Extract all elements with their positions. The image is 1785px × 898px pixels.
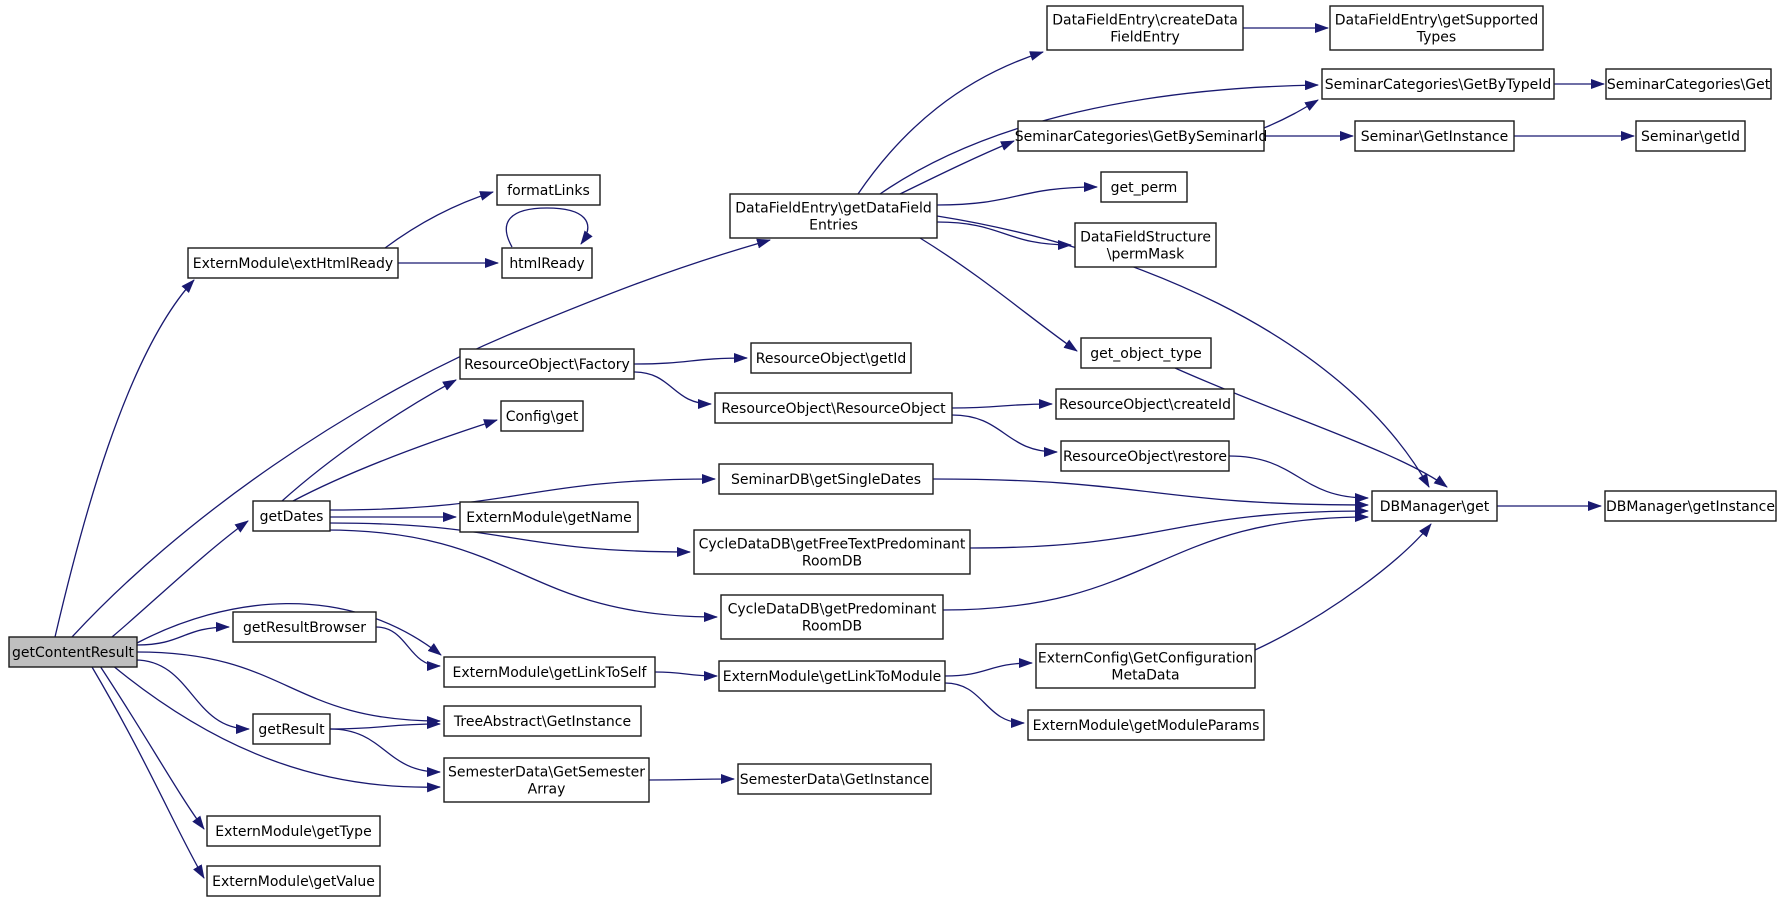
node-label-restore: ResourceObject\restore — [1063, 449, 1227, 465]
node-configGet[interactable] — [501, 401, 583, 431]
edge-getDates-to-factory — [282, 380, 456, 501]
node-extHtmlReady[interactable] — [188, 248, 398, 278]
node-label-seminarGetId: Seminar\getId — [1641, 129, 1740, 145]
node-getSupportedTypes[interactable] — [1330, 6, 1543, 50]
node-label-configGet: Config\get — [505, 409, 579, 425]
node-label-getType: ExternModule\getType — [215, 824, 372, 840]
edge-getPredominantRoomDB-to-dbGet — [943, 517, 1368, 610]
edge-getFreeTextPredominantRoomDB-to-dbGet — [970, 511, 1368, 548]
edge-getContentResult-to-getDates — [112, 521, 248, 637]
edge-getDataFieldEntries-to-createDataFieldEntry — [858, 52, 1043, 194]
edge-getDataFieldEntries-to-permMask — [937, 222, 1071, 245]
edge-factory-to-resourceObject — [634, 372, 711, 404]
edge-resourceObject-to-createId — [952, 404, 1052, 408]
node-createId[interactable] — [1056, 389, 1234, 419]
node-htmlReady[interactable] — [502, 248, 592, 278]
edge-factory-to-resourceGetId — [634, 358, 747, 364]
node-label-seminarGetInstance: Seminar\GetInstance — [1360, 129, 1509, 145]
node-label-getModuleParams: ExternModule\getModuleParams — [1032, 718, 1260, 734]
edge-getContentResult-to-treeGetInstance — [137, 652, 440, 721]
edge-getDataFieldEntries-to-get_perm — [937, 187, 1097, 205]
edge-htmlReady-to-htmlReady — [506, 208, 587, 247]
node-label-createDataFieldEntry-line2: FieldEntry — [1110, 29, 1180, 46]
edge-getContentResult-to-getValue — [92, 667, 204, 878]
edge-getLinkToModule-to-getModuleParams — [945, 683, 1024, 723]
edge-getLinkToSelf-to-getLinkToModule — [655, 672, 717, 676]
node-label-getFreeTextPredominantRoomDB-line2: RoomDB — [801, 553, 863, 570]
node-label-permMask-line2: \permMask — [1106, 246, 1185, 263]
node-factory[interactable] — [460, 349, 634, 379]
node-label-getResult: getResult — [258, 722, 325, 738]
edge-getContentResult-to-getResult — [135, 660, 249, 729]
node-getFreeTextPredominantRoomDB[interactable] — [694, 530, 970, 574]
node-label-treeGetInstance: TreeAbstract\GetInstance — [453, 714, 632, 730]
node-formatLinks[interactable] — [497, 175, 600, 205]
node-getContentResult — [9, 637, 137, 667]
node-getValue[interactable] — [207, 866, 380, 896]
node-label-getSupportedTypes-line1: DataFieldEntry\getSupported — [1334, 12, 1539, 29]
node-getResult[interactable] — [253, 714, 330, 744]
node-label-getLinkToModule: ExternModule\getLinkToModule — [722, 669, 942, 685]
node-get_object_type[interactable] — [1081, 338, 1211, 368]
node-label-createDataFieldEntry-line1: DataFieldEntry\createData — [1052, 12, 1238, 29]
edge-getResult-to-treeGetInstance — [330, 724, 440, 729]
node-getResultBrowser[interactable] — [233, 612, 376, 642]
node-label-resourceGetId: ResourceObject\getId — [755, 351, 907, 367]
node-label-getDates: getDates — [259, 509, 324, 525]
node-getBySeminarId[interactable] — [1015, 121, 1268, 151]
node-createDataFieldEntry[interactable] — [1047, 6, 1243, 50]
node-label-seminarCategoriesGet: SeminarCategories\Get — [1606, 77, 1771, 93]
node-label-factory: ResourceObject\Factory — [464, 357, 630, 373]
node-get_perm[interactable] — [1101, 172, 1187, 202]
edge-extHtmlReady-to-formatLinks — [385, 192, 493, 248]
node-label-formatLinks: formatLinks — [507, 183, 590, 199]
node-label-getBySeminarId: SeminarCategories\GetBySeminarId — [1014, 129, 1268, 145]
node-label-getDataFieldEntries-line1: DataFieldEntry\getDataField — [735, 200, 932, 217]
node-label-getContentResult: getContentResult — [12, 645, 134, 661]
node-getName[interactable] — [460, 502, 638, 532]
edge-resourceObject-to-restore — [952, 415, 1057, 452]
node-label-getSupportedTypes-line2: Types — [1416, 29, 1457, 46]
node-getLinkToSelf[interactable] — [444, 657, 655, 687]
node-label-getSemesterArray-line1: SemesterData\GetSemester — [448, 764, 645, 781]
node-label-getResultBrowser: getResultBrowser — [243, 620, 366, 636]
edge-getSemesterArray-to-semesterGetInstance — [649, 779, 734, 780]
node-label-get_object_type: get_object_type — [1090, 346, 1202, 362]
edge-restore-to-dbGet — [1229, 456, 1368, 498]
node-getSingleDates[interactable] — [719, 464, 933, 494]
node-seminarGetId[interactable] — [1636, 121, 1745, 151]
edge-getDates-to-getPredominantRoomDB — [325, 530, 717, 617]
node-seminarGetInstance[interactable] — [1355, 121, 1514, 151]
node-label-getDataFieldEntries-line2: Entries — [809, 217, 858, 234]
node-label-getSingleDates: SeminarDB\getSingleDates — [730, 472, 922, 488]
node-getSemesterArray[interactable] — [444, 758, 649, 802]
edge-getResult-to-getSemesterArray — [330, 729, 440, 772]
node-getByTypeId[interactable] — [1322, 69, 1554, 99]
node-resourceObject[interactable] — [715, 393, 952, 423]
node-getDataFieldEntries[interactable] — [730, 194, 937, 238]
edge-getSingleDates-to-dbGet — [933, 479, 1368, 505]
node-seminarCategoriesGet[interactable] — [1606, 69, 1771, 99]
edge-getConfigurationMetaData-to-dbGet — [1255, 524, 1431, 650]
node-treeGetInstance[interactable] — [444, 706, 641, 736]
node-getConfigurationMetaData[interactable] — [1036, 644, 1255, 688]
node-label-getSemesterArray-line2: Array — [527, 781, 566, 798]
node-label-getLinkToSelf: ExternModule\getLinkToSelf — [452, 665, 647, 681]
node-label-get_perm: get_perm — [1110, 180, 1178, 196]
node-label-dbGet: DBManager\get — [1379, 499, 1490, 515]
node-dbGet[interactable] — [1372, 491, 1497, 521]
node-label-getValue: ExternModule\getValue — [212, 874, 375, 890]
node-label-getName: ExternModule\getName — [466, 510, 632, 526]
node-label-getPredominantRoomDB-line1: CycleDataDB\getPredominant — [727, 601, 937, 618]
edge-getLinkToModule-to-getConfigurationMetaData — [945, 663, 1032, 676]
node-dbGetInstance[interactable] — [1605, 491, 1776, 521]
node-label-semesterGetInstance: SemesterData\GetInstance — [739, 772, 930, 788]
edge-getBySeminarId-to-getByTypeId — [1264, 100, 1318, 128]
node-label-getFreeTextPredominantRoomDB-line1: CycleDataDB\getFreeTextPredominant — [698, 536, 966, 553]
node-label-getConfigurationMetaData-line2: MetaData — [1111, 667, 1180, 684]
edge-getDataFieldEntries-to-getBySeminarId — [900, 141, 1014, 194]
node-getDates[interactable] — [253, 501, 330, 531]
node-getLinkToModule[interactable] — [719, 661, 945, 691]
edge-getContentResult-to-getDataFieldEntries — [72, 240, 770, 637]
node-label-extHtmlReady: ExternModule\extHtmlReady — [192, 256, 394, 272]
node-label-permMask-line1: DataFieldStructure — [1080, 229, 1211, 246]
node-permMask[interactable] — [1075, 223, 1216, 267]
edge-getDataFieldEntries-to-get_object_type — [920, 238, 1077, 351]
node-label-getPredominantRoomDB-line2: RoomDB — [801, 618, 863, 635]
node-getPredominantRoomDB[interactable] — [721, 595, 943, 639]
node-label-createId: ResourceObject\createId — [1059, 397, 1231, 413]
node-resourceGetId[interactable] — [751, 343, 911, 373]
node-getModuleParams[interactable] — [1028, 710, 1264, 740]
node-label-getConfigurationMetaData-line1: ExternConfig\GetConfiguration — [1037, 650, 1254, 667]
node-label-dbGetInstance: DBManager\getInstance — [1605, 499, 1776, 515]
node-getType[interactable] — [207, 816, 380, 846]
node-label-resourceObject: ResourceObject\ResourceObject — [721, 401, 946, 417]
node-semesterGetInstance[interactable] — [738, 764, 931, 794]
node-label-getByTypeId: SeminarCategories\GetByTypeId — [1324, 77, 1552, 93]
node-restore[interactable] — [1061, 441, 1229, 471]
node-label-htmlReady: htmlReady — [509, 256, 585, 272]
